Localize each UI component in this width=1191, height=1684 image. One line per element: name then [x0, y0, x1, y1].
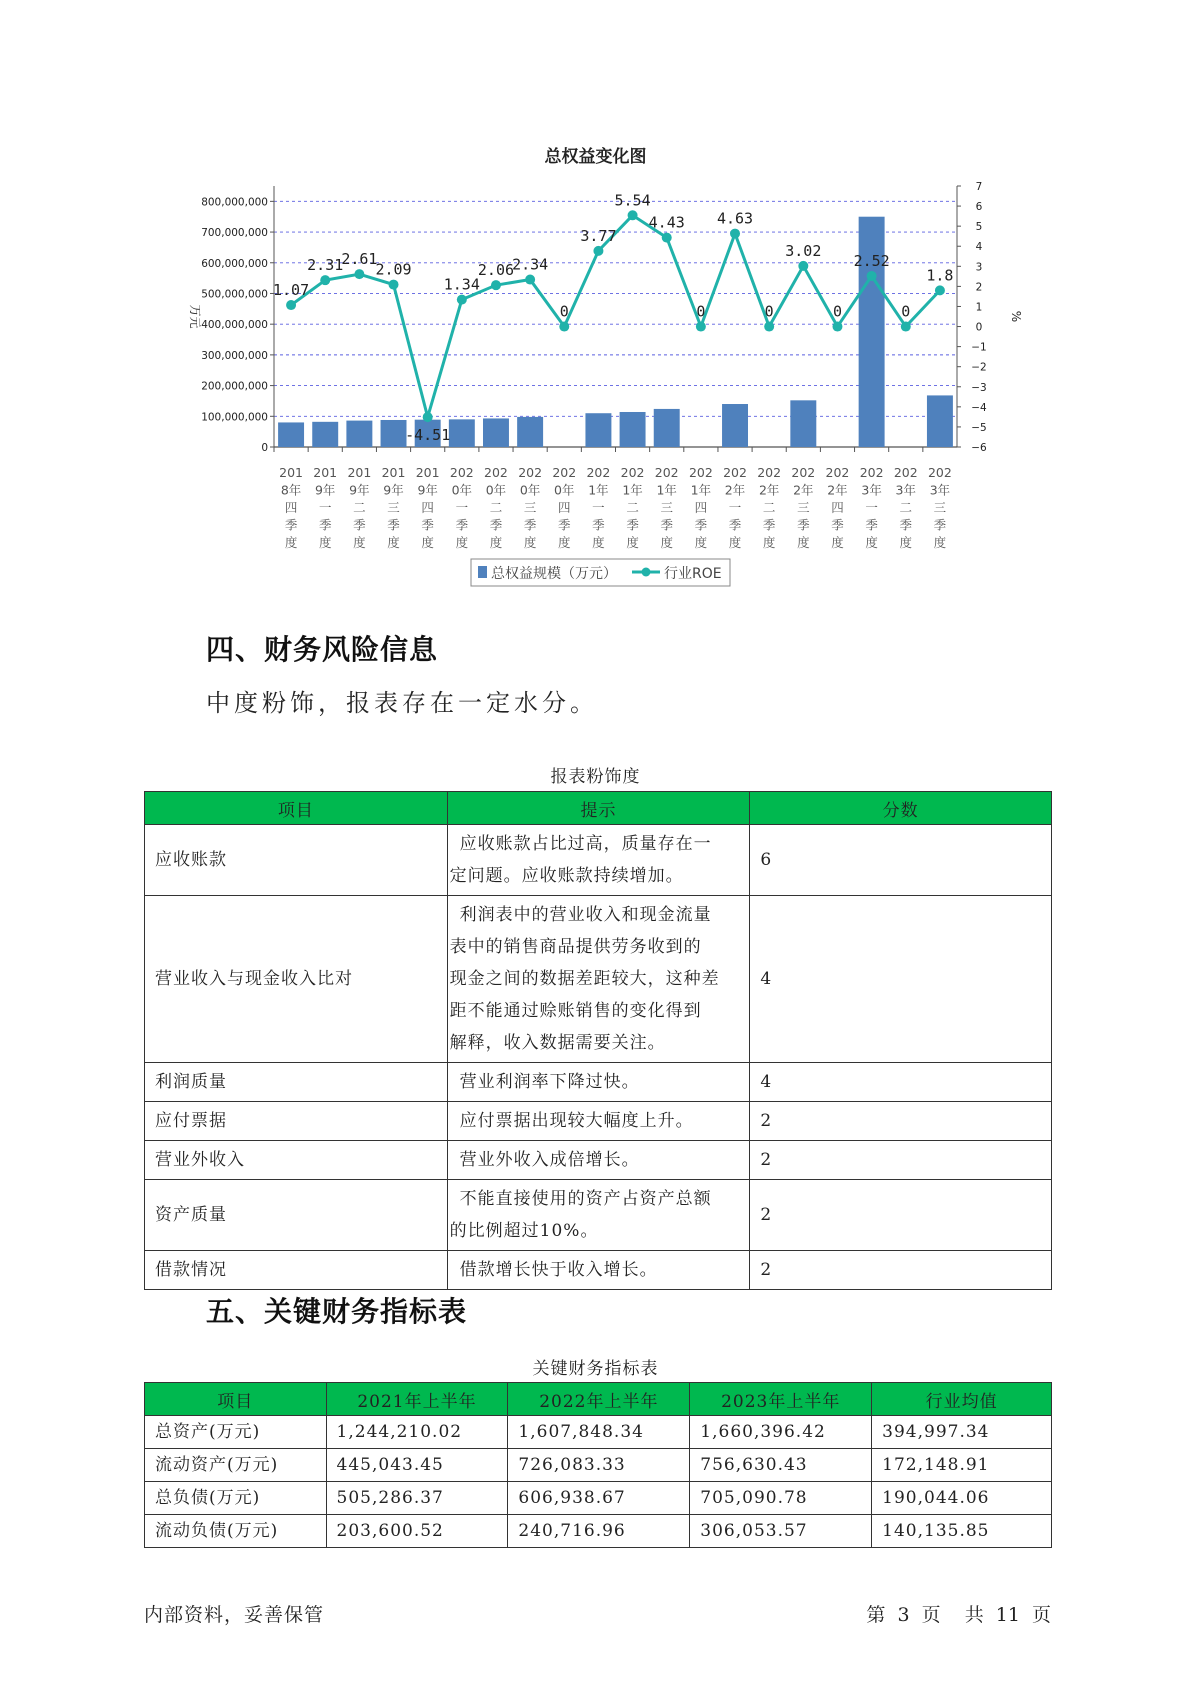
risk-item: 借款情况: [145, 1251, 448, 1290]
roe-data-label: 1.07: [273, 281, 310, 300]
x-category-label: 3年: [929, 482, 951, 498]
risk-summary: 中度粉饰，报表存在一定水分。: [206, 689, 598, 717]
roe-point: [798, 261, 808, 271]
x-category-label: 季: [353, 517, 366, 533]
left-tick-label: 400,000,000: [201, 319, 268, 332]
risk-hint: [447, 1063, 750, 1102]
x-category-label: 202: [484, 465, 508, 480]
equity-bar: [722, 404, 748, 447]
x-category-label: 0年: [519, 482, 541, 498]
legend-roe-label: 行业ROE: [664, 566, 722, 582]
risk-item: 资产质量: [145, 1180, 448, 1251]
legend-equity-label: 总权益规模（万元）: [491, 566, 617, 582]
indicator-row: [145, 1416, 1052, 1449]
x-category-label: 201: [381, 465, 406, 480]
indicator-value: 445,043.45: [326, 1449, 508, 1482]
roe-data-label: 2.34: [512, 255, 549, 274]
indicator-label: 总资产(万元): [145, 1416, 327, 1449]
x-category-label: 1年: [656, 482, 677, 498]
roe-point: [935, 285, 945, 295]
x-category-label: 202: [654, 465, 679, 480]
x-category-label: 0年: [554, 482, 575, 498]
indicator-table-caption: 关键财务指标表: [532, 1359, 659, 1379]
indicator-table: [144, 1382, 1052, 1548]
equity-bar: [790, 400, 816, 447]
x-category-label: 季: [318, 517, 332, 533]
risk-hint-line: 现金之间的数据差距较大，这种差: [449, 969, 720, 989]
x-category-label: 度: [899, 535, 913, 550]
right-tick-label: −4: [971, 401, 987, 414]
risk-score: 2: [750, 1180, 1052, 1251]
indicator-value: 1,607,848.34: [508, 1416, 690, 1449]
indicator-value: 505,286.37: [326, 1482, 508, 1515]
roe-data-label: 5.54: [614, 191, 651, 210]
x-category-label: 2年: [827, 482, 848, 498]
x-category-label: 2年: [724, 482, 746, 498]
section-heading-key-indicators: 五、关键财务指标表: [206, 1295, 468, 1328]
left-tick-label: 200,000,000: [201, 380, 268, 393]
roe-line: [291, 215, 940, 417]
roe-point: [525, 275, 535, 285]
x-category-label: 201: [313, 465, 338, 480]
risk-hint-line: 应付票据出现较大幅度上升。: [459, 1111, 694, 1131]
equity-bar: [620, 412, 646, 447]
risk-score: 2: [750, 1141, 1052, 1180]
indicator-value: 1,660,396.42: [690, 1416, 872, 1449]
equity-bar: [449, 419, 475, 447]
x-category-label: 度: [831, 535, 844, 550]
equity-bar: [278, 422, 304, 447]
equity-bar: [312, 422, 338, 447]
risk-row: [145, 1141, 1052, 1180]
risk-hint-line: 不能直接使用的资产占资产总额: [459, 1189, 712, 1209]
indicator-row: [145, 1449, 1052, 1482]
indicator-value: 172,148.91: [872, 1449, 1052, 1482]
footer-page-number: 3: [897, 1604, 910, 1626]
roe-data-label: 3.02: [785, 241, 822, 260]
x-category-label: 二: [626, 500, 639, 515]
left-tick-label: 0: [261, 442, 268, 454]
left-tick-label: 800,000,000: [201, 196, 268, 209]
risk-row: [145, 896, 1052, 1063]
footer-page-info: [860, 1600, 1051, 1627]
x-category-label: 季: [387, 517, 400, 533]
x-category-label: 度: [318, 535, 332, 550]
x-category-label: 201: [347, 465, 372, 480]
roe-point: [764, 322, 774, 332]
right-tick-label: 2: [975, 281, 983, 294]
risk-row: [145, 1251, 1052, 1290]
x-category-label: 1年: [622, 482, 643, 498]
equity-bar: [346, 421, 372, 447]
x-category-label: 四: [694, 500, 708, 515]
roe-data-label: 0: [832, 302, 842, 321]
right-tick-label: −1: [971, 341, 987, 354]
risk-score: 4: [750, 896, 1052, 1063]
x-category-label: 度: [660, 535, 673, 550]
risk-item: 应收账款: [145, 825, 448, 896]
equity-bar: [654, 409, 680, 447]
roe-point: [389, 280, 399, 290]
x-category-label: 一: [865, 500, 878, 515]
indicator-value: 1,244,210.02: [326, 1416, 508, 1449]
risk-score: 6: [750, 825, 1052, 896]
risk-hint-line: 利润表中的营业收入和现金流量: [459, 905, 712, 925]
x-category-label: 二: [353, 500, 366, 515]
equity-bar: [517, 417, 543, 447]
roe-data-label: 3.77: [580, 226, 617, 245]
footer-page-prefix: 第: [866, 1604, 886, 1626]
indicator-value: 394,997.34: [872, 1416, 1052, 1449]
risk-item: 利润质量: [145, 1063, 448, 1102]
x-category-label: 季: [592, 517, 605, 533]
x-category-label: 201: [279, 465, 304, 480]
legend-roe-marker: [642, 568, 651, 577]
roe-point: [832, 322, 842, 332]
x-category-label: 三: [933, 500, 947, 515]
x-category-label: 2年: [793, 482, 814, 498]
roe-point: [423, 412, 433, 422]
x-category-label: 201: [415, 465, 440, 480]
footer-total-pages: 11: [995, 1604, 1020, 1626]
x-category-label: 2年: [758, 482, 780, 498]
x-category-label: 度: [387, 535, 400, 550]
roe-point: [491, 280, 501, 290]
x-category-label: 202: [825, 465, 850, 480]
x-category-label: 3年: [895, 482, 917, 498]
indicator-value: 726,083.33: [508, 1449, 690, 1482]
x-category-label: 四: [284, 500, 298, 515]
indicator-header-cell: 2023年上半年: [690, 1383, 872, 1416]
roe-point: [730, 229, 740, 239]
x-category-label: 202: [518, 465, 543, 480]
indicator-header-cell: 2022年上半年: [508, 1383, 690, 1416]
x-category-label: 度: [558, 535, 571, 550]
risk-table: [144, 791, 1052, 1290]
risk-hint-line: 表中的销售商品提供劳务收到的: [449, 937, 702, 957]
right-tick-label: −2: [971, 361, 987, 374]
x-category-label: 三: [387, 500, 400, 515]
indicator-header-cell: 项目: [145, 1383, 327, 1416]
x-category-label: 二: [762, 500, 776, 515]
x-category-label: 一: [592, 500, 605, 515]
risk-row: [145, 1180, 1052, 1251]
footer-total-unit: 页: [1031, 1604, 1051, 1626]
risk-hint: [447, 1141, 750, 1180]
risk-row: [145, 825, 1052, 896]
roe-data-label: 4.63: [716, 209, 754, 228]
right-tick-label: 0: [975, 321, 983, 334]
x-category-label: 季: [523, 517, 537, 533]
indicator-value: 240,716.96: [508, 1515, 690, 1548]
indicator-label: 流动负债(万元): [145, 1515, 327, 1548]
x-category-label: 一: [455, 500, 469, 515]
risk-header-hint: 提示: [447, 792, 750, 825]
x-category-label: 季: [660, 517, 673, 533]
indicator-value: 203,600.52: [326, 1515, 508, 1548]
x-category-label: 季: [694, 517, 708, 533]
x-category-label: 四: [558, 500, 571, 515]
x-category-label: 季: [489, 517, 503, 533]
risk-header-item: 项目: [145, 792, 448, 825]
x-category-label: 度: [626, 535, 639, 550]
x-category-label: 202: [620, 465, 645, 480]
risk-item: 营业收入与现金收入比对: [145, 896, 448, 1063]
x-category-label: 季: [797, 517, 810, 533]
x-category-label: 一: [728, 500, 742, 515]
equity-chart: [0, 0, 1191, 600]
x-category-label: 季: [865, 517, 878, 533]
x-category-label: 季: [762, 517, 776, 533]
roe-point: [696, 322, 706, 332]
roe-point: [559, 322, 569, 332]
roe-data-label: 1.34: [443, 275, 480, 294]
x-category-label: 度: [694, 535, 708, 550]
roe-point: [320, 275, 330, 285]
x-category-label: 0年: [451, 482, 473, 498]
roe-data-label: 0: [559, 302, 569, 321]
indicator-value: 140,135.85: [872, 1515, 1052, 1548]
risk-table-caption: 报表粉饰度: [550, 767, 641, 787]
legend-bar-swatch: [478, 566, 487, 578]
risk-hint-line: 借款增长快于收入增长。: [459, 1260, 658, 1280]
roe-point: [662, 233, 672, 243]
x-category-label: 季: [728, 517, 742, 533]
roe-data-label: 2.61: [341, 250, 378, 269]
roe-point: [901, 322, 911, 332]
x-category-label: 3年: [861, 482, 882, 498]
x-category-label: 四: [421, 500, 434, 515]
x-category-label: 季: [899, 517, 913, 533]
x-category-label: 季: [455, 517, 469, 533]
x-category-label: 度: [284, 535, 298, 550]
right-tick-label: 4: [975, 241, 983, 254]
footer-total-prefix: 共: [964, 1604, 984, 1626]
roe-data-label: 0: [696, 302, 706, 321]
risk-hint-line: 解释，收入数据需要关注。: [449, 1033, 666, 1053]
x-category-label: 202: [859, 465, 884, 480]
roe-point: [867, 271, 877, 281]
x-category-label: 202: [449, 465, 474, 480]
x-category-label: 202: [688, 465, 713, 480]
x-category-label: 度: [353, 535, 366, 550]
risk-hint-line: 营业利润率下降过快。: [459, 1072, 640, 1092]
roe-point: [354, 269, 364, 279]
right-tick-label: 1: [975, 301, 983, 314]
right-tick-label: 6: [975, 201, 983, 214]
x-category-label: 度: [489, 535, 503, 550]
indicator-value: 756,630.43: [690, 1449, 872, 1482]
risk-hint-line: 的比例超过10%。: [449, 1221, 599, 1241]
risk-hint: [447, 1102, 750, 1141]
risk-item: 应付票据: [145, 1102, 448, 1141]
left-axis-title: 万元: [188, 304, 202, 329]
x-category-label: 1年: [588, 482, 609, 498]
roe-data-label: 2.09: [375, 260, 412, 279]
indicator-value: 190,044.06: [872, 1482, 1052, 1515]
risk-item: 营业外收入: [145, 1141, 448, 1180]
risk-score: 2: [750, 1102, 1052, 1141]
x-category-label: 9年: [349, 482, 370, 498]
x-category-label: 季: [421, 517, 434, 533]
left-tick-label: 100,000,000: [201, 411, 268, 424]
indicator-value: 306,053.57: [690, 1515, 872, 1548]
roe-point: [628, 210, 638, 220]
x-category-label: 202: [552, 465, 577, 480]
indicator-label: 流动资产(万元): [145, 1449, 327, 1482]
right-axis-title: %: [1009, 310, 1023, 323]
x-category-label: 202: [791, 465, 816, 480]
footer-page-unit: 页: [921, 1604, 941, 1626]
risk-score: 4: [750, 1063, 1052, 1102]
roe-data-label: 4.43: [648, 213, 685, 232]
x-category-label: 三: [797, 500, 810, 515]
indicator-value: 705,090.78: [690, 1482, 872, 1515]
roe-data-label: 1.8: [926, 266, 954, 285]
x-category-label: 度: [455, 535, 469, 550]
x-category-label: 度: [523, 535, 537, 550]
x-category-label: 8年: [280, 482, 302, 498]
risk-hint-line: 营业外收入成倍增长。: [459, 1150, 640, 1170]
x-category-label: 度: [933, 535, 947, 550]
risk-hint-line: 定问题。应收账款持续增加。: [449, 866, 684, 886]
risk-hint: [447, 825, 750, 896]
roe-data-label: -4.51: [405, 426, 451, 445]
x-category-label: 202: [927, 465, 952, 480]
equity-bar: [483, 418, 509, 447]
roe-point: [457, 295, 467, 305]
x-category-label: 三: [523, 500, 537, 515]
left-tick-label: 300,000,000: [201, 349, 268, 362]
roe-point: [286, 300, 296, 310]
x-category-label: 二: [899, 500, 913, 515]
indicator-value: 606,938.67: [508, 1482, 690, 1515]
right-tick-label: 5: [975, 221, 983, 234]
right-tick-label: −5: [971, 421, 987, 434]
x-category-label: 度: [797, 535, 810, 550]
roe-data-label: 0: [764, 302, 774, 321]
risk-hint: [447, 896, 750, 1063]
indicator-row: [145, 1482, 1052, 1515]
chart-title: 总权益变化图: [544, 147, 647, 167]
equity-bar: [585, 413, 611, 447]
risk-score: 2: [750, 1251, 1052, 1290]
roe-data-label: 0: [901, 302, 911, 321]
risk-hint: [447, 1180, 750, 1251]
risk-header-score: 分数: [750, 792, 1052, 825]
risk-row: [145, 1102, 1052, 1141]
x-category-label: 季: [558, 517, 571, 533]
risk-hint: [447, 1251, 750, 1290]
x-category-label: 1年: [690, 482, 712, 498]
equity-bar: [927, 395, 953, 447]
indicator-label: 总负债(万元): [145, 1482, 327, 1515]
x-category-label: 季: [626, 517, 639, 533]
x-category-label: 度: [728, 535, 742, 550]
x-category-label: 9年: [383, 482, 404, 498]
x-category-label: 度: [762, 535, 776, 550]
x-category-label: 202: [893, 465, 918, 480]
x-category-label: 四: [831, 500, 844, 515]
equity-bar: [381, 420, 407, 447]
roe-data-label: 2.52: [853, 251, 890, 270]
roe-point: [593, 246, 603, 256]
right-tick-label: −3: [971, 381, 987, 394]
roe-data-label: 2.31: [307, 256, 344, 275]
right-tick-label: −6: [971, 442, 987, 454]
footer-confidential-note: 内部资料，妥善保管: [144, 1604, 325, 1626]
left-tick-label: 700,000,000: [201, 227, 268, 240]
x-category-label: 三: [660, 500, 673, 515]
left-tick-label: 500,000,000: [201, 288, 268, 301]
x-category-label: 季: [284, 517, 298, 533]
indicator-header-cell: 行业均值: [872, 1383, 1052, 1416]
risk-hint-line: 距不能通过赊账销售的变化得到: [449, 1001, 702, 1021]
x-category-label: 一: [318, 500, 332, 515]
x-category-label: 二: [489, 500, 503, 515]
roe-data-label: 2.06: [477, 261, 515, 280]
x-category-label: 季: [831, 517, 844, 533]
x-category-label: 202: [723, 465, 747, 480]
risk-row: [145, 1063, 1052, 1102]
x-category-label: 9年: [417, 482, 438, 498]
x-category-label: 202: [757, 465, 782, 480]
x-category-label: 9年: [314, 482, 336, 498]
right-tick-label: 7: [975, 181, 983, 193]
x-category-label: 度: [865, 535, 878, 550]
x-category-label: 202: [586, 465, 611, 480]
x-category-label: 0年: [485, 482, 507, 498]
indicator-header-cell: 2021年上半年: [326, 1383, 508, 1416]
right-tick-label: 3: [975, 261, 983, 274]
x-category-label: 度: [592, 535, 605, 550]
risk-hint-line: 应收账款占比过高，质量存在一: [459, 834, 712, 854]
x-category-label: 度: [421, 535, 434, 550]
section-heading-financial-risk: 四、财务风险信息: [206, 633, 439, 666]
x-category-label: 季: [933, 517, 947, 533]
left-tick-label: 600,000,000: [201, 257, 268, 270]
indicator-row: [145, 1515, 1052, 1548]
